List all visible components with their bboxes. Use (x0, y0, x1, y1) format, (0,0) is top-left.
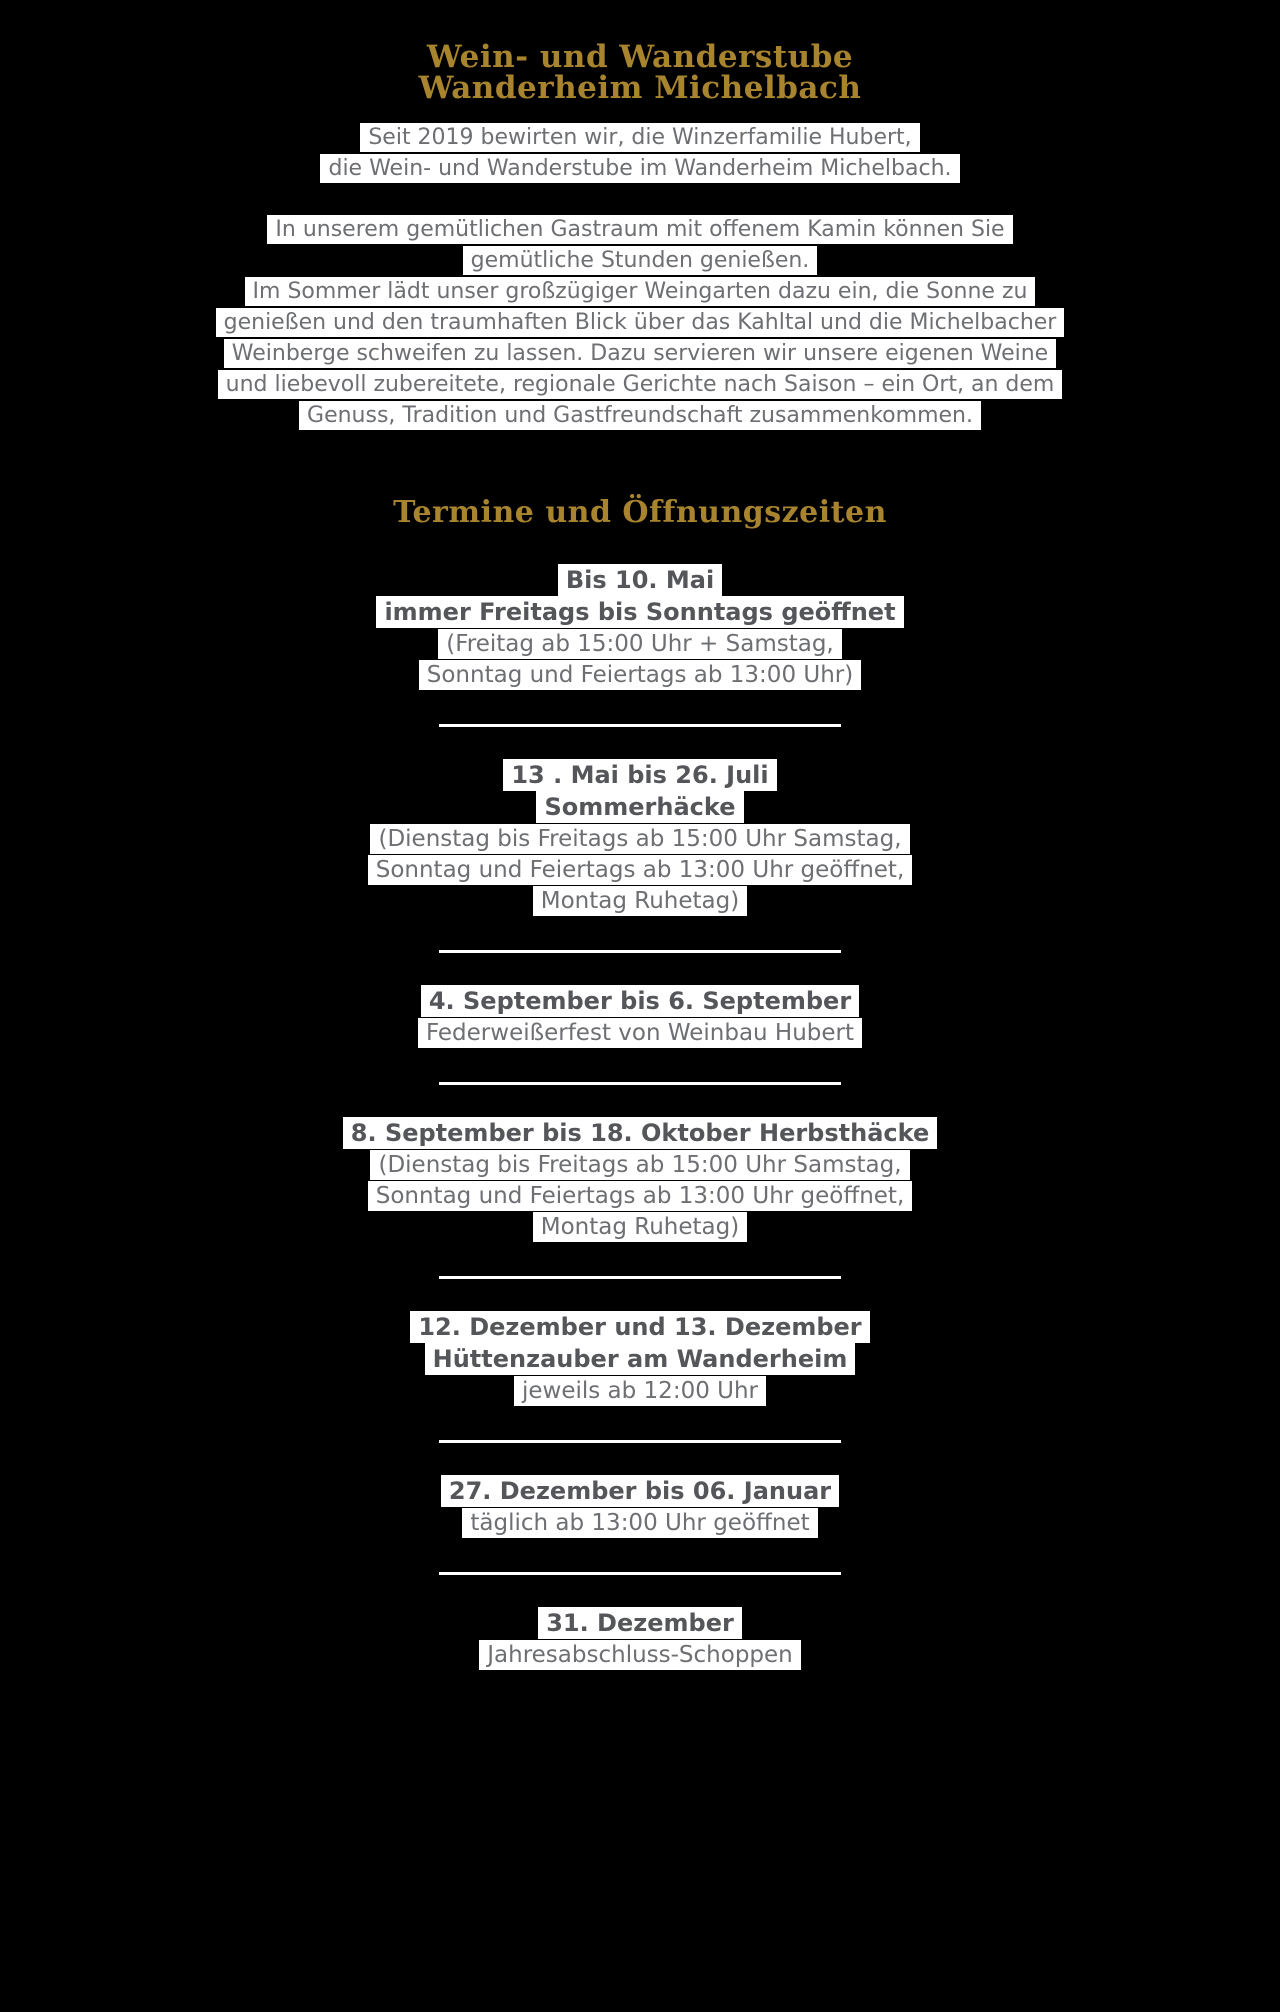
section-divider (439, 1440, 841, 1443)
intro-text: Im Sommer lädt unser großzügiger Weingarten dazu ein, die Sonne zu (245, 277, 1036, 306)
event-line (160, 760, 1120, 792)
intro-text: genießen und den traumhaften Blick über das Kahltal und die Michelbacher (216, 308, 1065, 337)
event-line (160, 986, 1120, 1018)
event-line (160, 886, 1120, 917)
event-detail: Sonntag und Feiertags ab 13:00 Uhr) (419, 660, 861, 690)
intro-line (160, 400, 1120, 431)
event-date: 31. Dezember (538, 1607, 742, 1639)
intro-line (160, 369, 1120, 400)
event-detail: (Dienstag bis Freitags ab 15:00 Uhr Samstag, (370, 824, 909, 854)
section-divider (439, 1572, 841, 1575)
event-detail: Sonntag und Feiertags ab 13:00 Uhr geöffnet, (368, 855, 913, 885)
section-divider (439, 950, 841, 953)
intro-line (160, 153, 1120, 184)
intro-line (160, 214, 1120, 245)
event-block-bis-10-mai (160, 565, 1120, 691)
event-title: Hüttenzauber am Wanderheim (425, 1343, 856, 1375)
event-block-huettenzauber (160, 1312, 1120, 1407)
intro-line (160, 338, 1120, 369)
event-line (160, 1508, 1120, 1539)
schedule-events (160, 565, 1120, 1671)
intro-paragraph-2 (160, 214, 1120, 431)
event-date: 12. Dezember und 13. Dezember (410, 1311, 869, 1343)
intro-text: und liebevoll zubereitete, regionale Gerichte nach Saison – ein Ort, an dem (218, 370, 1063, 399)
event-block-sommerhaecke (160, 760, 1120, 917)
event-detail: jeweils ab 12:00 Uhr (514, 1376, 766, 1406)
page-title (160, 39, 1120, 106)
event-line (160, 792, 1120, 824)
event-line (160, 1181, 1120, 1212)
event-line (160, 1376, 1120, 1407)
page-title-line-2: Wanderheim Michelbach (418, 70, 862, 106)
intro-text: In unserem gemütlichen Gastraum mit offenem Kamin können Sie (267, 215, 1012, 244)
event-line (160, 1608, 1120, 1640)
intro-text: die Wein- und Wanderstube im Wanderheim Michelbach. (320, 154, 959, 183)
event-line (160, 1640, 1120, 1671)
intro-line (160, 245, 1120, 276)
event-line (160, 1476, 1120, 1508)
event-detail: (Dienstag bis Freitags ab 15:00 Uhr Samstag, (370, 1150, 909, 1180)
event-line (160, 565, 1120, 597)
event-detail: Jahresabschluss-Schoppen (479, 1640, 801, 1670)
event-detail: Sonntag und Feiertags ab 13:00 Uhr geöffnet, (368, 1181, 913, 1211)
section-divider (439, 1082, 841, 1085)
event-block-federweisserfest (160, 986, 1120, 1049)
intro-text: Weinberge schweifen zu lassen. Dazu servieren wir unsere eigenen Weine (224, 339, 1056, 368)
event-detail: Montag Ruhetag) (533, 886, 747, 916)
event-line (160, 824, 1120, 855)
event-block-jahresabschluss (160, 1608, 1120, 1671)
intro-paragraph-1 (160, 122, 1120, 184)
event-detail: Federweißerfest von Weinbau Hubert (418, 1018, 862, 1048)
event-line (160, 1344, 1120, 1376)
intro-line (160, 276, 1120, 307)
event-line (160, 1018, 1120, 1049)
event-line (160, 1212, 1120, 1243)
event-title: Sommerhäcke (536, 791, 743, 823)
page-content (160, 0, 1120, 1671)
event-line (160, 855, 1120, 886)
intro-text: Seit 2019 bewirten wir, die Winzerfamilie Hubert, (360, 123, 919, 152)
page-title-line-1: Wein- und Wanderstube (426, 39, 854, 75)
section-divider (439, 1276, 841, 1279)
section-divider (439, 724, 841, 727)
event-date: 27. Dezember bis 06. Januar (441, 1475, 839, 1507)
intro-text: Genuss, Tradition und Gastfreundschaft zusammenkommen. (299, 401, 981, 430)
event-line (160, 1118, 1120, 1150)
schedule-heading: Termine und Öffnungszeiten (393, 495, 887, 530)
event-line (160, 629, 1120, 660)
event-date: 13 . Mai bis 26. Juli (503, 759, 776, 791)
event-detail: Montag Ruhetag) (533, 1212, 747, 1242)
event-detail: täglich ab 13:00 Uhr geöffnet (462, 1508, 817, 1538)
event-detail: (Freitag ab 15:00 Uhr + Samstag, (438, 629, 842, 659)
event-line (160, 660, 1120, 691)
intro-line (160, 307, 1120, 338)
event-title: immer Freitags bis Sonntags geöffnet (376, 596, 903, 628)
event-line (160, 1150, 1120, 1181)
event-date: 4. September bis 6. September (421, 985, 859, 1017)
event-date: 8. September bis 18. Oktober Herbsthäcke (343, 1117, 937, 1149)
event-line (160, 1312, 1120, 1344)
event-date: Bis 10. Mai (558, 564, 722, 596)
intro-text: gemütliche Stunden genießen. (463, 246, 818, 275)
event-block-herbsthaecke (160, 1118, 1120, 1243)
event-line (160, 597, 1120, 629)
intro-line (160, 122, 1120, 153)
event-block-dezember-januar (160, 1476, 1120, 1539)
intro-section (160, 122, 1120, 431)
